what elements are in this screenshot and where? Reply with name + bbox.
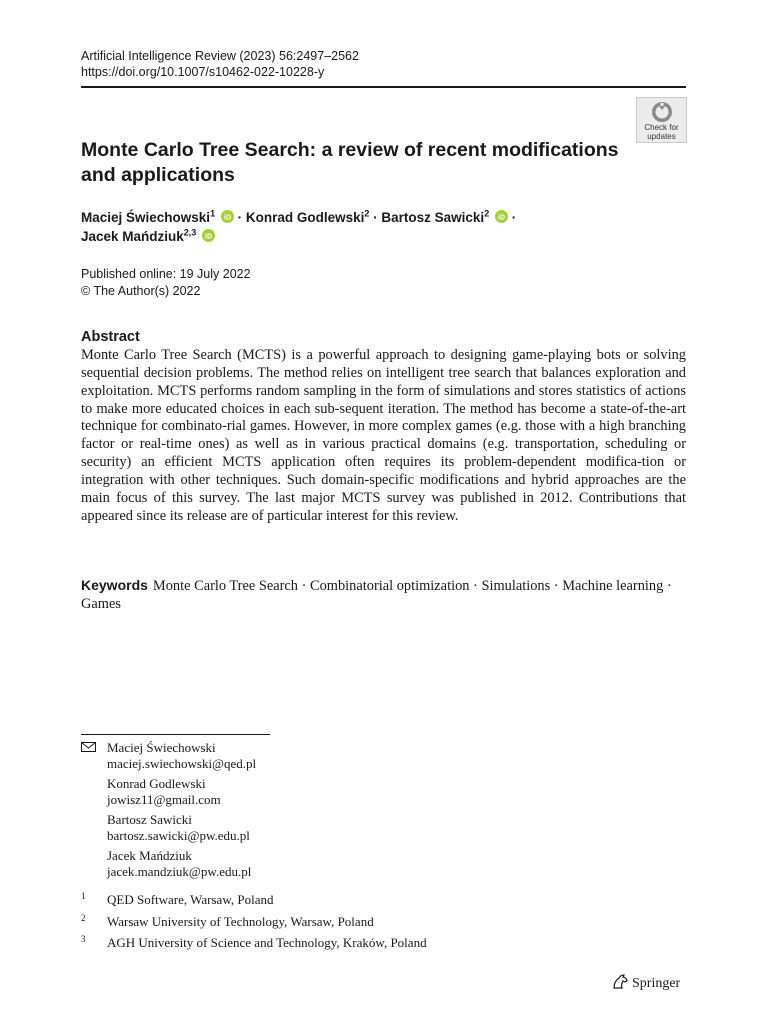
publisher-logo <box>611 974 680 993</box>
keywords-list: Monte Carlo Tree Search · Combinatorial optimization · Simulations · Machine learning · Games <box>81 578 672 612</box>
orcid-icon[interactable] <box>221 210 234 223</box>
contact-name: Bartosz Sawicki <box>107 812 192 827</box>
svg-text:iD: iD <box>223 214 231 222</box>
copyright-line: © The Author(s) 2022 <box>81 284 201 298</box>
author-affil-sup: 1 <box>210 208 216 219</box>
affiliation-number: 3 <box>81 934 86 944</box>
contact-entry <box>107 812 256 843</box>
journal-citation: Artificial Intelligence Review (2023) 56:2497–2562 <box>81 49 359 63</box>
doi-link[interactable]: https://doi.org/10.1007/s10462-022-10228-y <box>81 65 325 79</box>
springer-horse-icon <box>611 974 629 990</box>
check-updates-label-1: Check for <box>644 123 679 132</box>
envelope-icon <box>81 742 96 752</box>
contact-entry <box>107 740 256 771</box>
author-list <box>81 208 641 246</box>
check-for-updates-badge[interactable] <box>636 97 687 143</box>
journal-header <box>81 48 359 80</box>
contact-name: Konrad Godlewski <box>107 776 206 791</box>
check-updates-icon <box>651 101 673 123</box>
abstract-heading: Abstract <box>81 329 140 345</box>
header-rule <box>81 86 686 88</box>
svg-text:iD: iD <box>497 214 505 222</box>
keywords-section <box>81 577 686 614</box>
affiliation-name: Warsaw University of Technology, Warsaw, Poland <box>107 913 374 929</box>
author-name[interactable]: Bartosz Sawicki <box>381 210 485 225</box>
author-separator: · <box>507 210 517 225</box>
contact-email[interactable]: maciej.swiechowski@qed.pl <box>107 755 257 771</box>
corresponding-contacts <box>107 740 256 884</box>
affiliation-number: 2 <box>81 912 86 923</box>
author-separator: · <box>233 210 246 225</box>
orcid-icon[interactable] <box>202 229 215 242</box>
contact-email[interactable]: bartosz.sawicki@pw.edu.pl <box>107 827 250 843</box>
contact-entry <box>107 848 256 879</box>
author-name[interactable]: Konrad Godlewski <box>245 210 365 225</box>
publisher-name: Springer <box>632 976 681 991</box>
affiliation-name: QED Software, Warsaw, Poland <box>107 892 274 907</box>
published-date: Published online: 19 July 2022 <box>81 267 251 281</box>
author-affil-sup: 2,3 <box>183 227 197 238</box>
abstract-text: Monte Carlo Tree Search (MCTS) is a powerful approach to designing game-playing bots or solving sequential decision problems. The method relies on intelligent tree search that balances exploration and exploitation. MCTS performs random sampling in the form of simulations and stores statistics of actions to make more educated choices in each sub-sequent iteration. The method has become a state-of-the-art technique for combinato-rial games. However, in more complex games (e.g. those with a high branching factor or real-time ones) as well as in various practical domains (e.g. transportation, scheduling or security) an efficient MCTS application often requires its problem-dependent modifica-tion or integration with other techniques. Such domain-specific modifications and hybrid approaches are the main focus of this survey. The last major MCTS survey was published in 2012. Contributions that appeared since its release are of particular interest for this review. <box>81 347 686 524</box>
affiliation-number: 1 <box>81 891 86 901</box>
contact-name: Maciej Świechowski <box>107 740 216 755</box>
author-affil-sup: 2 <box>364 208 370 219</box>
orcid-icon[interactable] <box>495 210 508 223</box>
author-name[interactable]: Jacek Mańdziuk <box>81 229 184 244</box>
svg-text:iD: iD <box>205 233 213 241</box>
contact-email[interactable]: jacek.mandziuk@pw.edu.pl <box>107 863 252 879</box>
keywords-label: Keywords <box>81 577 148 593</box>
contact-name: Jacek Mańdziuk <box>107 848 192 863</box>
publication-info <box>81 266 251 300</box>
paper-title: Monte Carlo Tree Search: a review of recent modifications and applications <box>81 139 619 186</box>
author-affil-sup: 2 <box>484 208 490 219</box>
contact-entry <box>107 776 256 807</box>
check-updates-label-2: updates <box>647 132 676 141</box>
footnote-rule <box>81 734 270 735</box>
author-separator: · <box>369 210 382 225</box>
contact-email[interactable]: jowisz11@gmail.com <box>107 791 221 807</box>
author-name[interactable]: Maciej Świechowski <box>81 210 211 225</box>
affiliation-name: AGH University of Science and Technology, Kraków, Poland <box>107 935 427 950</box>
